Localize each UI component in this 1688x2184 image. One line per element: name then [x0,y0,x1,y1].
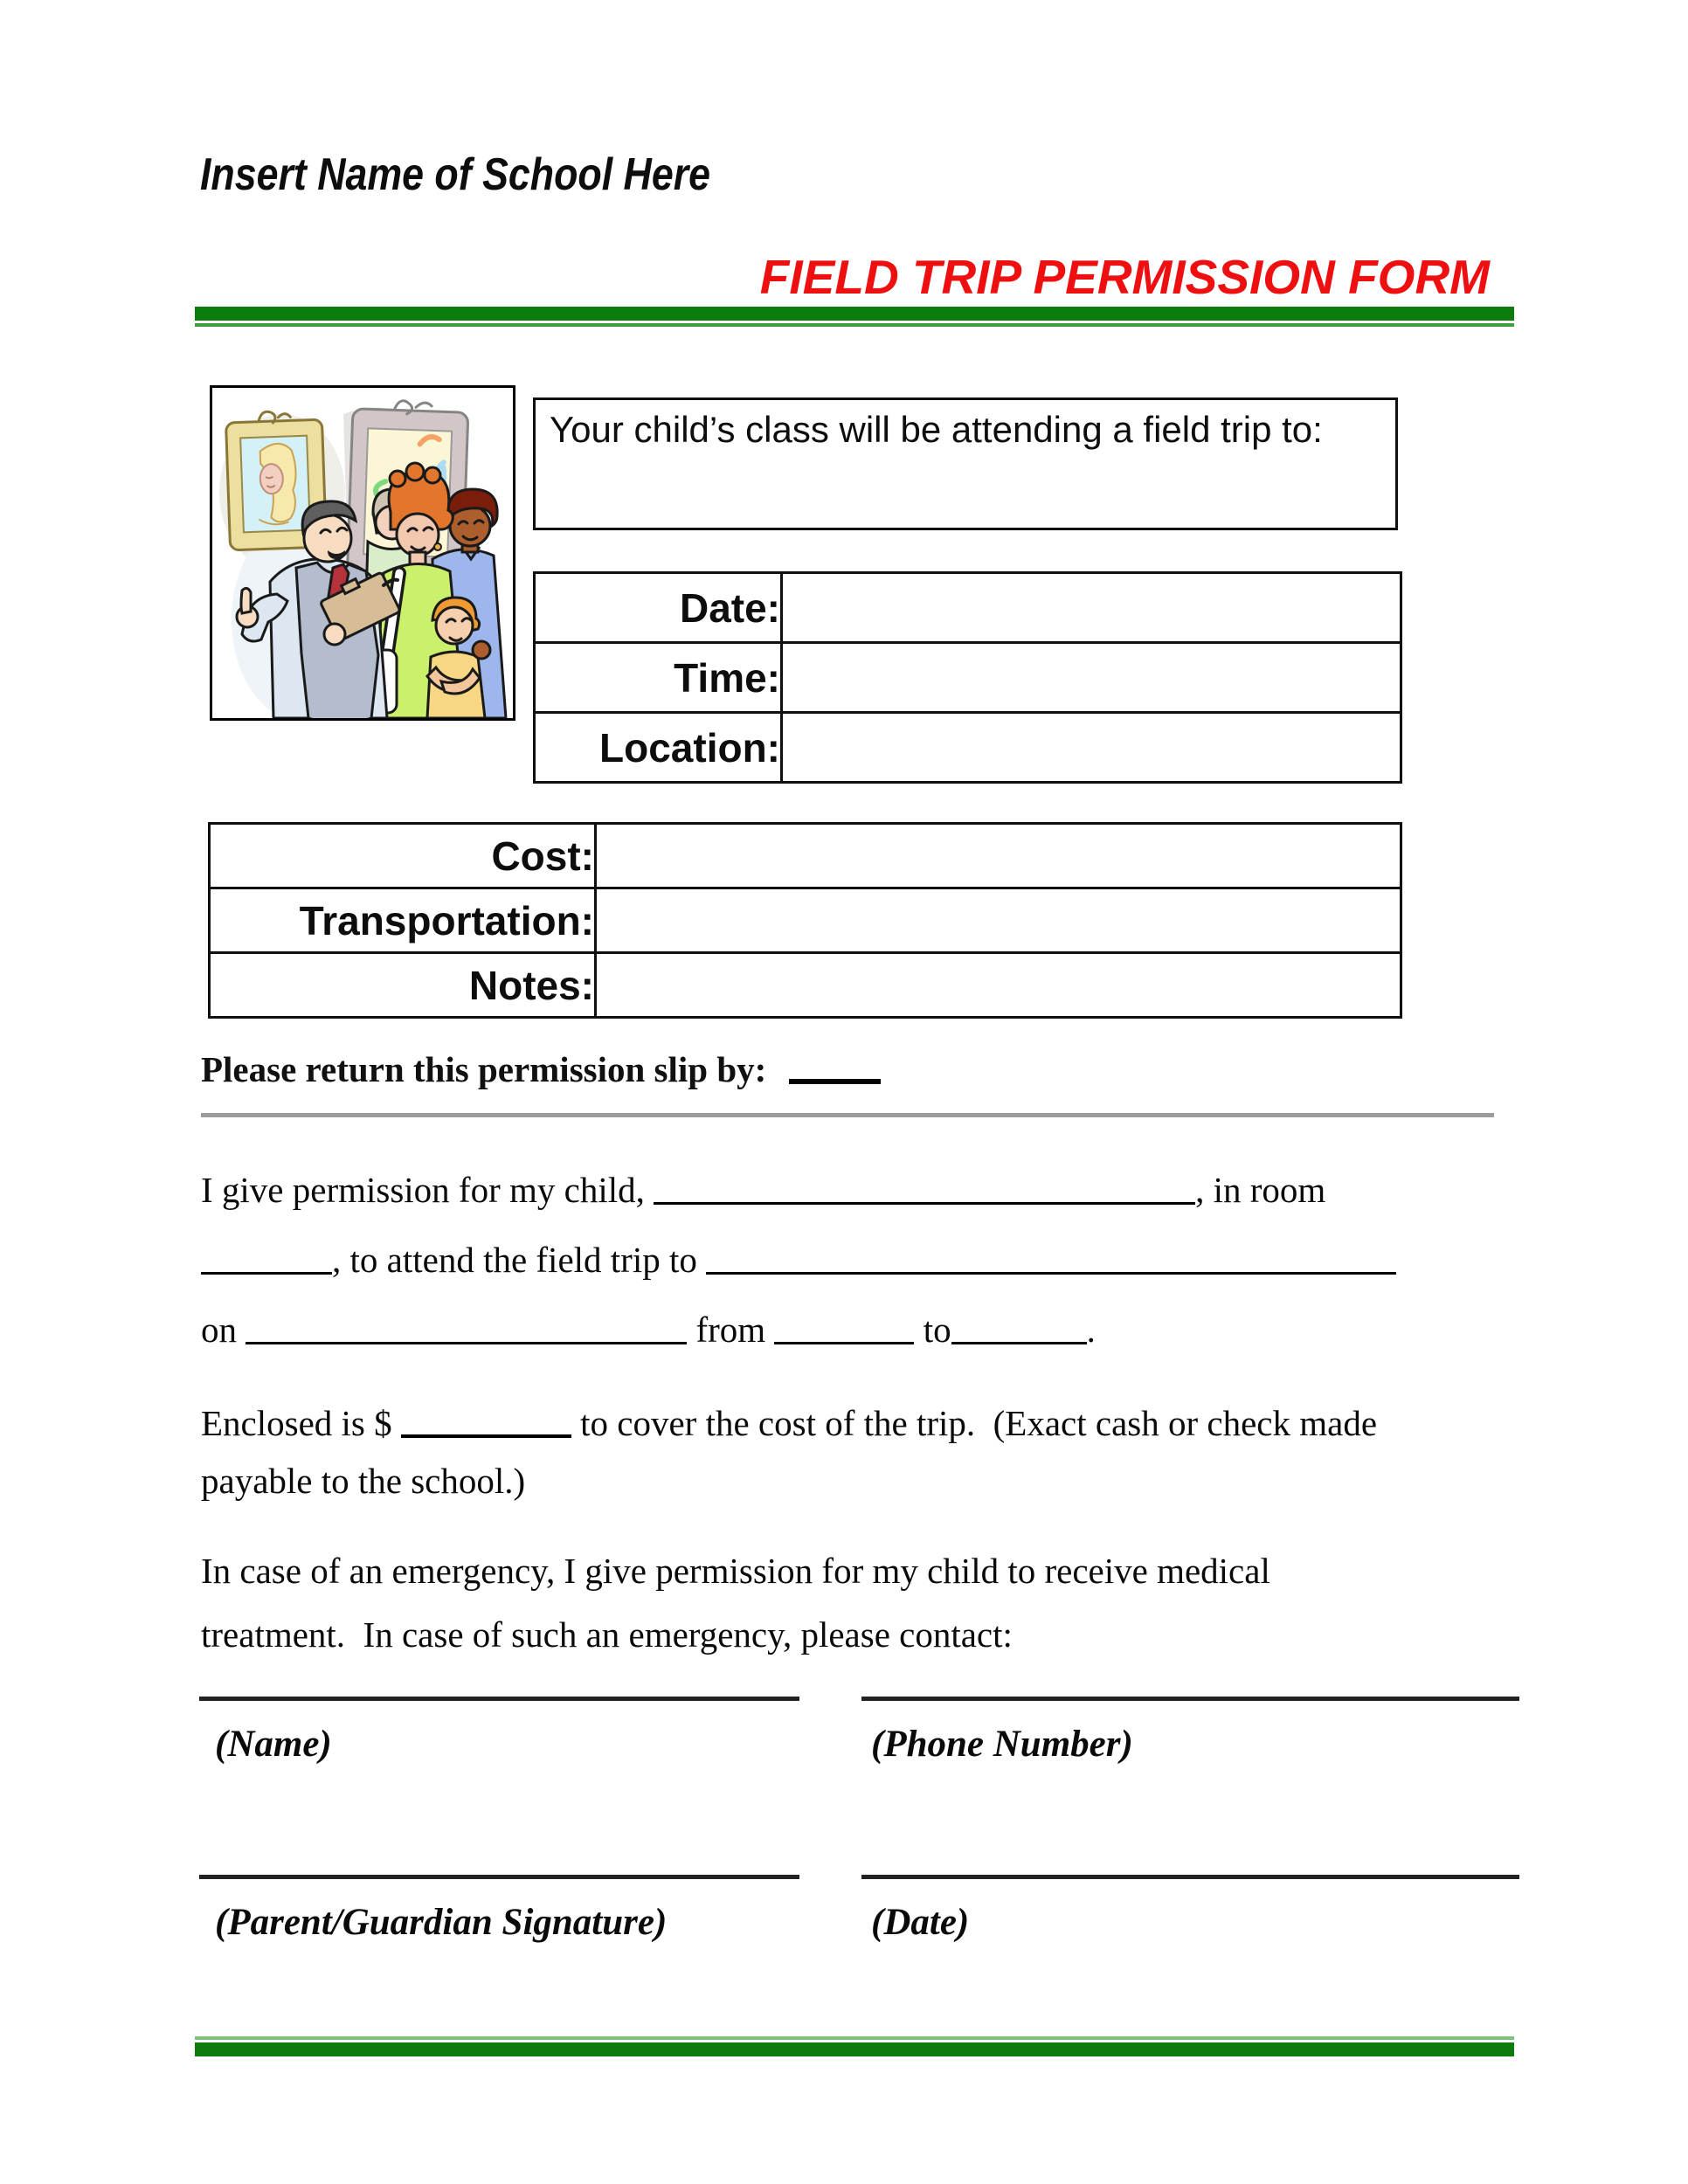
return-notice-text: Please return this permission slip by: [201,1049,767,1089]
cost-statement-text: Enclosed is $ [201,1403,392,1443]
intro-text: Your child’s class will be attending a field trip to: [550,409,1323,450]
cost-statement [201,1394,1520,1510]
form-title: FIELD TRIP PERMISSION FORM [759,250,1490,304]
green-rule-thick-bar [195,2042,1514,2056]
guide-pointing-finger [241,588,251,613]
permission-text: , in room [1195,1170,1326,1210]
return-date-blank[interactable] [789,1074,881,1084]
museum-tour-illustration-frame [210,385,515,721]
return-notice [201,1048,881,1090]
contact-name-line[interactable] [199,1697,799,1701]
emergency-statement [201,1539,1520,1667]
location-value-cell[interactable] [782,713,1401,783]
permission-statement [201,1155,1520,1365]
date-value-cell[interactable] [782,573,1401,643]
permission-text: to [923,1310,951,1350]
table-row [210,888,1401,953]
permission-text: . [1086,1310,1096,1350]
signature-date-label: (Date) [871,1902,970,1943]
trip-date-blank[interactable] [246,1337,687,1344]
contact-name-label: (Name) [215,1724,332,1765]
cost-value-cell[interactable] [596,824,1401,888]
notes-label: Notes: [210,953,596,1018]
transportation-label: Transportation: [210,888,596,953]
permission-text: , to attend the field trip to [332,1240,697,1280]
section-divider [201,1113,1494,1117]
bottom-green-rule [195,2036,1514,2056]
contact-phone-label: (Phone Number) [871,1724,1133,1765]
transportation-value-cell[interactable] [596,888,1401,953]
green-rule-thin-line [195,323,1514,327]
contact-phone-line[interactable] [861,1697,1519,1701]
museum-tour-illustration [212,388,513,718]
table-row [535,573,1401,643]
emergency-statement-text: treatment. In case of such an emergency, please contact: [201,1614,1013,1655]
time-to-blank[interactable] [951,1337,1087,1344]
permission-text: I give permission for my child, [201,1170,645,1210]
signature-line[interactable] [199,1875,799,1879]
intro-box [533,397,1398,530]
trip-details-table [533,571,1402,784]
emergency-statement-text: In case of an emergency, I give permission for my child to receive medical [201,1551,1270,1591]
time-from-blank[interactable] [774,1337,914,1344]
time-value-cell[interactable] [782,643,1401,713]
enclosed-amount-blank[interactable] [401,1429,571,1438]
table-row [210,953,1401,1018]
time-label: Time: [535,643,782,713]
signature-date-line[interactable] [861,1875,1519,1879]
date-label: Date: [535,573,782,643]
child-name-blank[interactable] [654,1197,1195,1205]
signature-label: (Parent/Guardian Signature) [215,1902,668,1943]
school-name-heading: Insert Name of School Here [200,149,711,200]
cost-details-table [208,822,1402,1019]
permission-text: from [695,1310,766,1350]
table-row [210,824,1401,888]
portrait-face [259,464,283,494]
notes-value-cell[interactable] [596,953,1401,1018]
permission-line-3 [201,1295,1520,1365]
room-blank[interactable] [201,1267,332,1275]
cost-statement-text: payable to the school.) [201,1461,526,1501]
permission-line-2 [201,1225,1520,1295]
table-row [535,643,1401,713]
trip-destination-blank[interactable] [706,1267,1396,1275]
cost-label: Cost: [210,824,596,888]
permission-line-1 [201,1155,1520,1225]
permission-text: on [201,1310,237,1350]
location-label: Location: [535,713,782,783]
cost-statement-text: to cover the cost of the trip. (Exact cash or check made [580,1403,1378,1443]
table-row [535,713,1401,783]
green-rule-thick-bar [195,307,1514,321]
top-green-rule [195,307,1514,327]
